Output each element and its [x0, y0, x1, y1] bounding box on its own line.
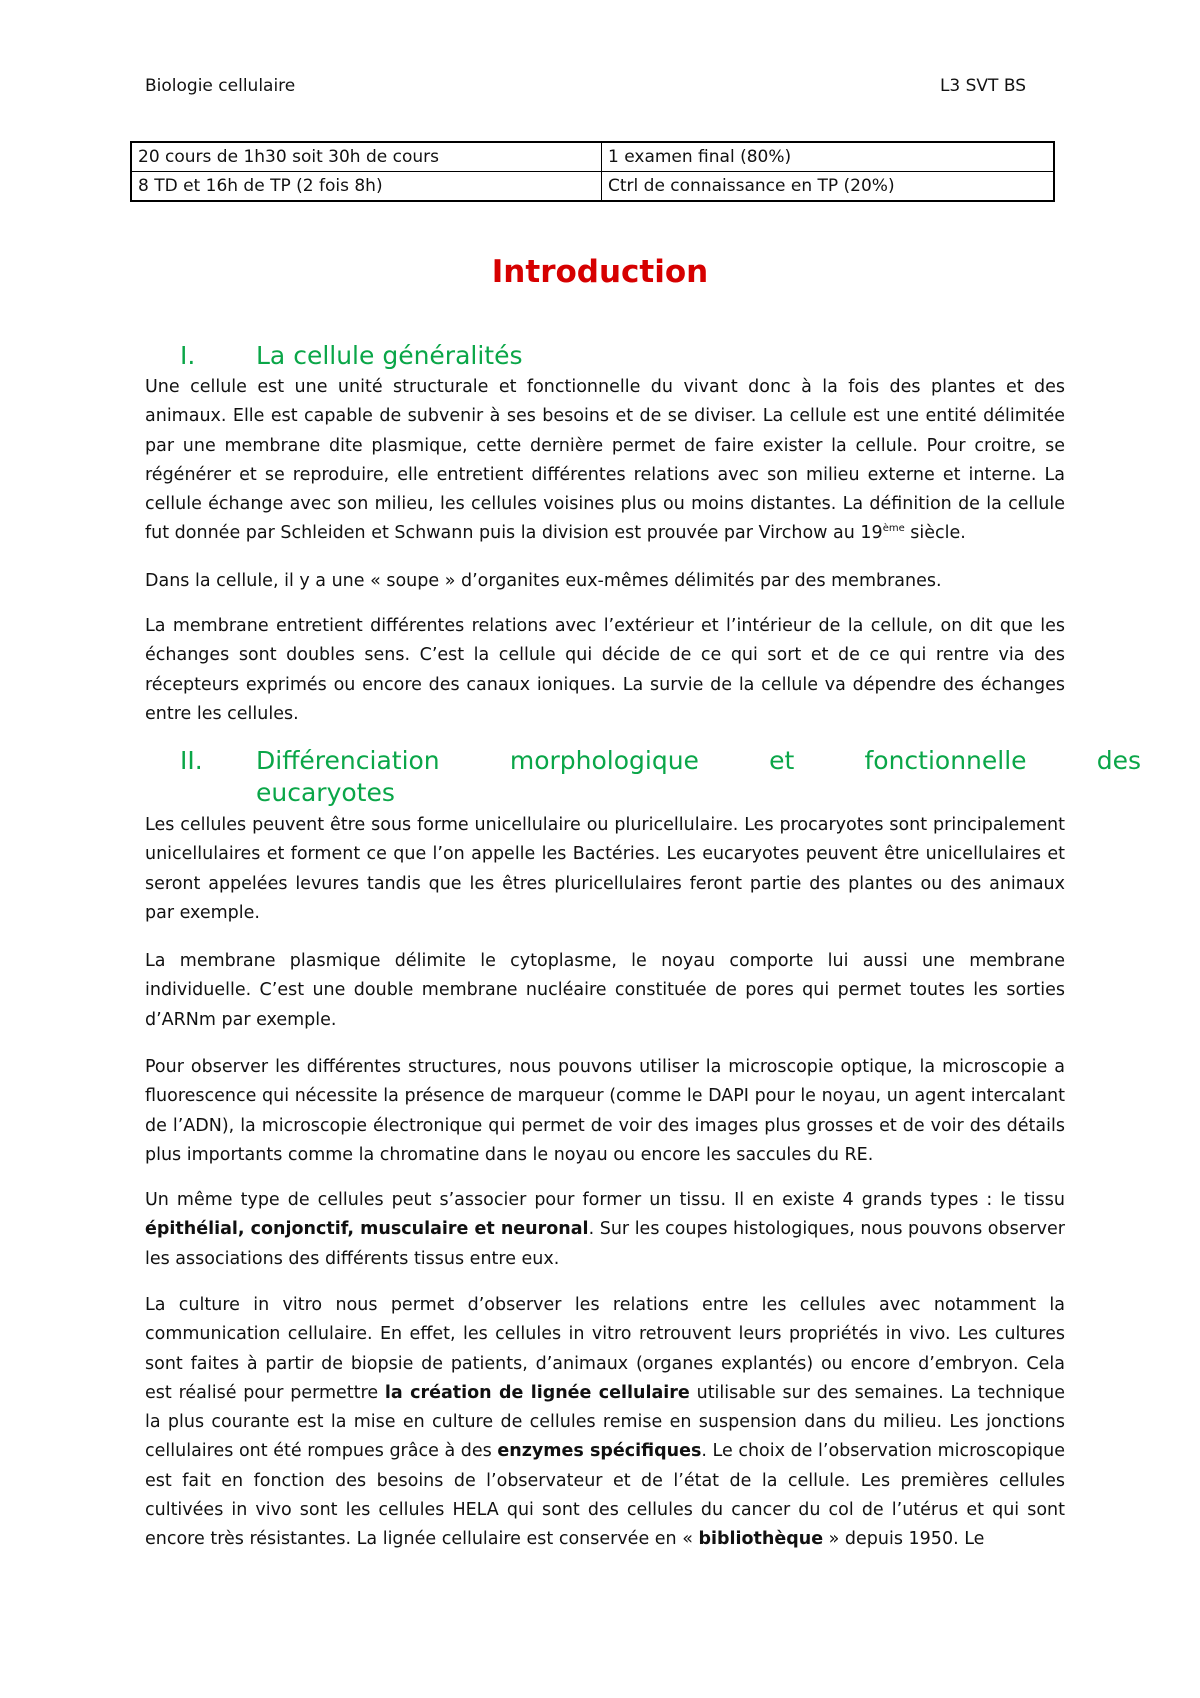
- paragraph-text: » depuis 1950. Le: [823, 1529, 985, 1550]
- header-level: L3 SVT BS: [939, 76, 1026, 96]
- page-header: [145, 76, 1055, 100]
- bold-text: bibliothèque: [698, 1529, 824, 1550]
- course-info-table: [130, 141, 1055, 202]
- table-cell: 8 TD et 16h de TP (2 fois 8h): [131, 172, 602, 202]
- section-title: eucaryotes: [256, 778, 395, 807]
- paragraph: [145, 1186, 1065, 1274]
- paragraph: [145, 373, 1065, 549]
- paragraph: [145, 1291, 1065, 1555]
- paragraph-text: Un même type de cellules peut s’associer pour former un tissu. Il en existe 4 grands types : le tissu: [145, 1190, 1065, 1210]
- table-cell: Ctrl de connaissance en TP (20%): [602, 172, 1055, 202]
- bold-text: la création de lignée cellulaire: [384, 1382, 690, 1403]
- paragraph: Les cellules peuvent être sous forme unicellulaire ou pluricellulaire. Les procaryotes sont principalement unicellulaires et forment ce que l’on appelle les Bactéries. Les eucaryotes peuvent être unicellulaires et seront appelées levures tandis que les êtres pluricellulaires feront partie des plantes ou des animaux par exemple.: [145, 815, 1065, 923]
- section-number: II.: [180, 746, 203, 775]
- table-cell: 1 examen final (80%): [602, 142, 1055, 172]
- paragraph-text: . Sur les coupes histologiques, nous pouvons observer les associations des différents tissus entre eux.: [145, 1219, 1065, 1269]
- paragraph: Pour observer les différentes structures, nous pouvons utiliser la microscopie optique, la microscopie a fluorescence qui nécessite la présence de marqueur (comme le DAPI pour le noyau, un agent intercalant de l’ADN), la microscopie électronique qui permet de voir des images plus grosses et de voir des détails plus importants comme la chromatine dans le noyau ou encore les saccules du RE.: [145, 1057, 1065, 1165]
- header-course-title: Biologie cellulaire: [145, 76, 296, 96]
- paragraph: La membrane plasmique délimite le cytoplasme, le noyau comporte lui aussi une membrane individuelle. C’est une double membrane nucléaire constituée de pores qui permet toutes les sorties d’ARNm par exemple.: [145, 951, 1065, 1030]
- bold-text: enzymes spécifiques: [497, 1441, 702, 1462]
- section-number: I.: [180, 341, 196, 370]
- table-row: [131, 172, 1054, 202]
- section-title: Différenciation morphologique et fonctionnelle des: [256, 746, 1141, 775]
- document-title: Introduction: [491, 254, 709, 290]
- paragraph-text: siècle.: [904, 523, 966, 544]
- table-row: [131, 142, 1054, 172]
- paragraph-text: La culture in vitro nous permet d’observer les relations entre les cellules avec notamment la communication cellulaire. En effet, les cellules in vitro retrouvent leurs propriétés in vivo. Les cultures sont faites à partir de biopsie de patients, d’animaux (organes explantés) ou encore d’embryon. Cela est réalisé pour permettre: [145, 1295, 1065, 1403]
- paragraph: La membrane entretient différentes relations avec l’extérieur et l’intérieur de la cellule, on dit que les échanges sont doubles sens. C’est la cellule qui décide de ce qui sort et de ce qui rentre via des récepteurs exprimés ou encore des canaux ioniques. La survie de la cellule va dépendre des échanges entre les cellules.: [145, 616, 1065, 724]
- paragraph-text: Une cellule est une unité structurale et fonctionnelle du vivant donc à la fois des plantes et des animaux. Elle est capable de subvenir à ses besoins et de se diviser. La cellule est une entité délimitée par une membrane dite plasmique, cette dernière permet de faire exister la cellule. Pour croitre, se régénérer et se reproduire, elle entretient différentes relations avec son milieu externe et interne. La cellule échange avec son milieu, les cellules voisines plus ou moins distantes. La définition de la cellule fut donnée par Schleiden et Schwann puis la division est prouvée par Virchow au 19: [145, 377, 1065, 544]
- bold-text: épithélial, conjonctif, musculaire et neuronal: [145, 1219, 589, 1240]
- section-title: La cellule généralités: [256, 341, 523, 370]
- superscript: ème: [882, 523, 905, 535]
- paragraph-text: . Le choix de l’observation microscopique est fait en fonction des besoins de l’observateur et de l’état de la cellule. Les premières cellules cultivées in vivo sont les cellules HELA qui sont des cellules du cancer du col de l’utérus et qui sont encore très résistantes. La lignée cellulaire est conservée en «: [145, 1441, 1065, 1550]
- table-cell: 20 cours de 1h30 soit 30h de cours: [131, 142, 602, 172]
- paragraph: Dans la cellule, il y a une « soupe » d’organites eux-mêmes délimités par des membranes.: [145, 571, 942, 591]
- paragraph-text: utilisable sur des semaines. La technique la plus courante est la mise en culture de cellules remise en suspension dans du milieu. Les jonctions cellulaires ont été rompues grâce à des: [145, 1382, 1066, 1462]
